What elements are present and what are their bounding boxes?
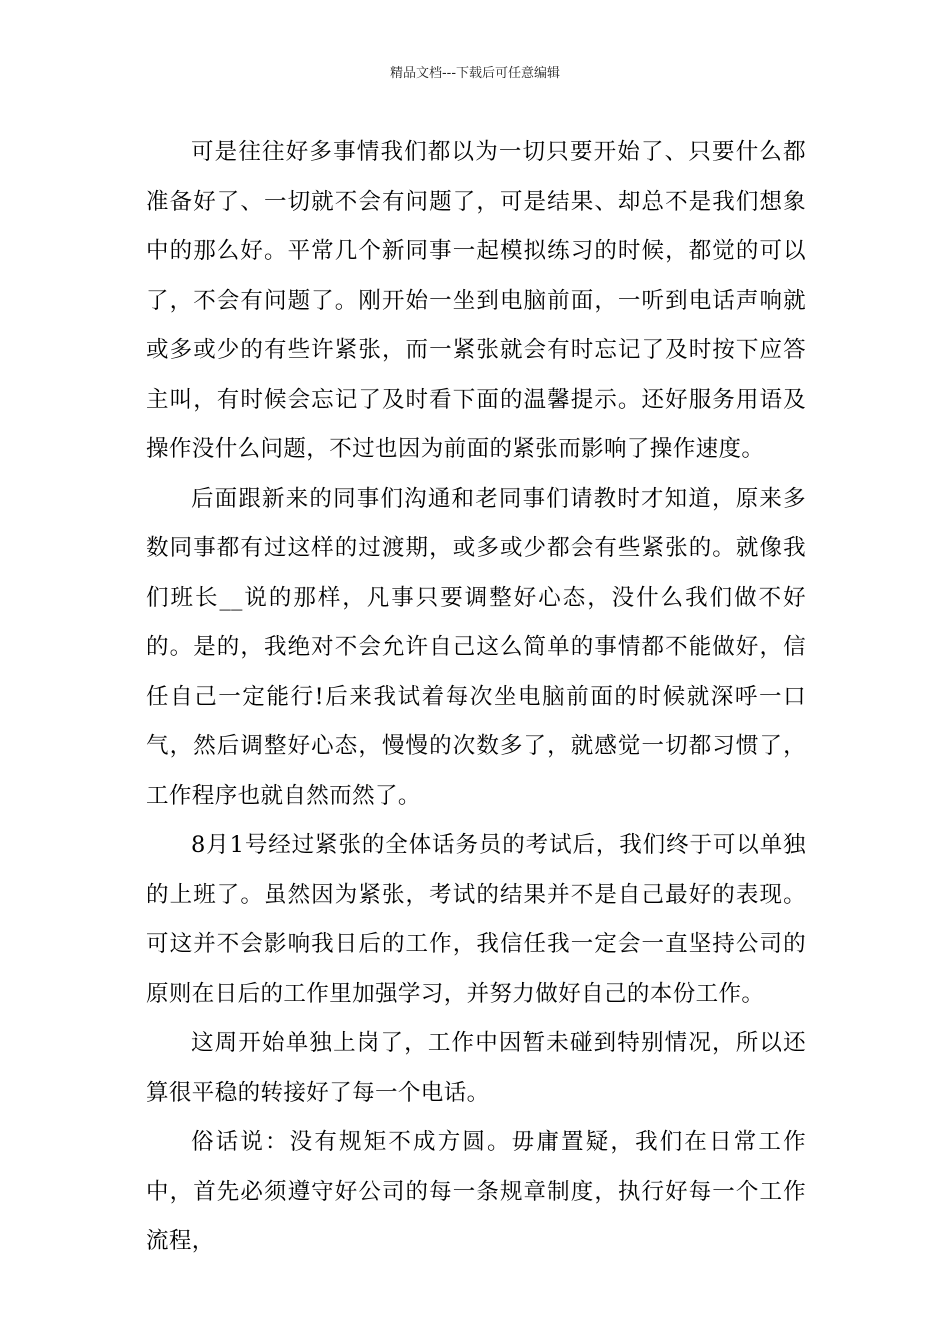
paragraph-3: 8月1号经过紧张的全体话务员的考试后，我们终于可以单独的上班了。虽然因为紧张，考试的结果并不是自己最好的表现。可这并不会影响我日后的工作，我信任我一定会一直坚持公司的原则在日后的工作里加强学习，并努力做好自己的本份工作。 <box>146 832 806 1007</box>
document-body <box>146 128 806 1267</box>
paragraph-5: 俗话说：没有规矩不成方圆。毋庸置疑，我们在日常工作中，首先必须遵守好公司的每一条规章制度，执行好每一个工作流程， <box>146 1129 806 1254</box>
paragraph-4: 这周开始单独上岗了，工作中因暂未碰到特别情况，所以还算很平稳的转接好了每一个电话。 <box>146 1030 806 1106</box>
page-header-note: 精品文档---下载后可任意编辑 <box>389 66 561 81</box>
paragraph-2: 后面跟新来的同事们沟通和老同事们请教时才知道，原来多数同事都有过这样的过渡期，或多或少都会有些紧张的。就像我们班长__说的那样，凡事只要调整好心态，没什么我们做不好的。是的，我绝对不会允许自己这么简单的事情都不能做好，信任自己一定能行!后来我试着每次坐电脑前面的时候就深呼一口气，然后调整好心态，慢慢的次数多了，就感觉一切都习惯了，工作程序也就自然而然了。 <box>146 485 806 809</box>
paragraph-1: 可是往往好多事情我们都以为一切只要开始了、只要什么都准备好了、一切就不会有问题了，可是结果、却总不是我们想象中的那么好。平常几个新同事一起模拟练习的时候，都觉的可以了，不会有问题了。刚开始一坐到电脑前面，一听到电话声响就或多或少的有些许紧张，而一紧张就会有时忘记了及时按下应答主叫，有时候会忘记了及时看下面的温馨提示。还好服务用语及操作没什么问题，不过也因为前面的紧张而影响了操作速度。 <box>146 139 806 462</box>
